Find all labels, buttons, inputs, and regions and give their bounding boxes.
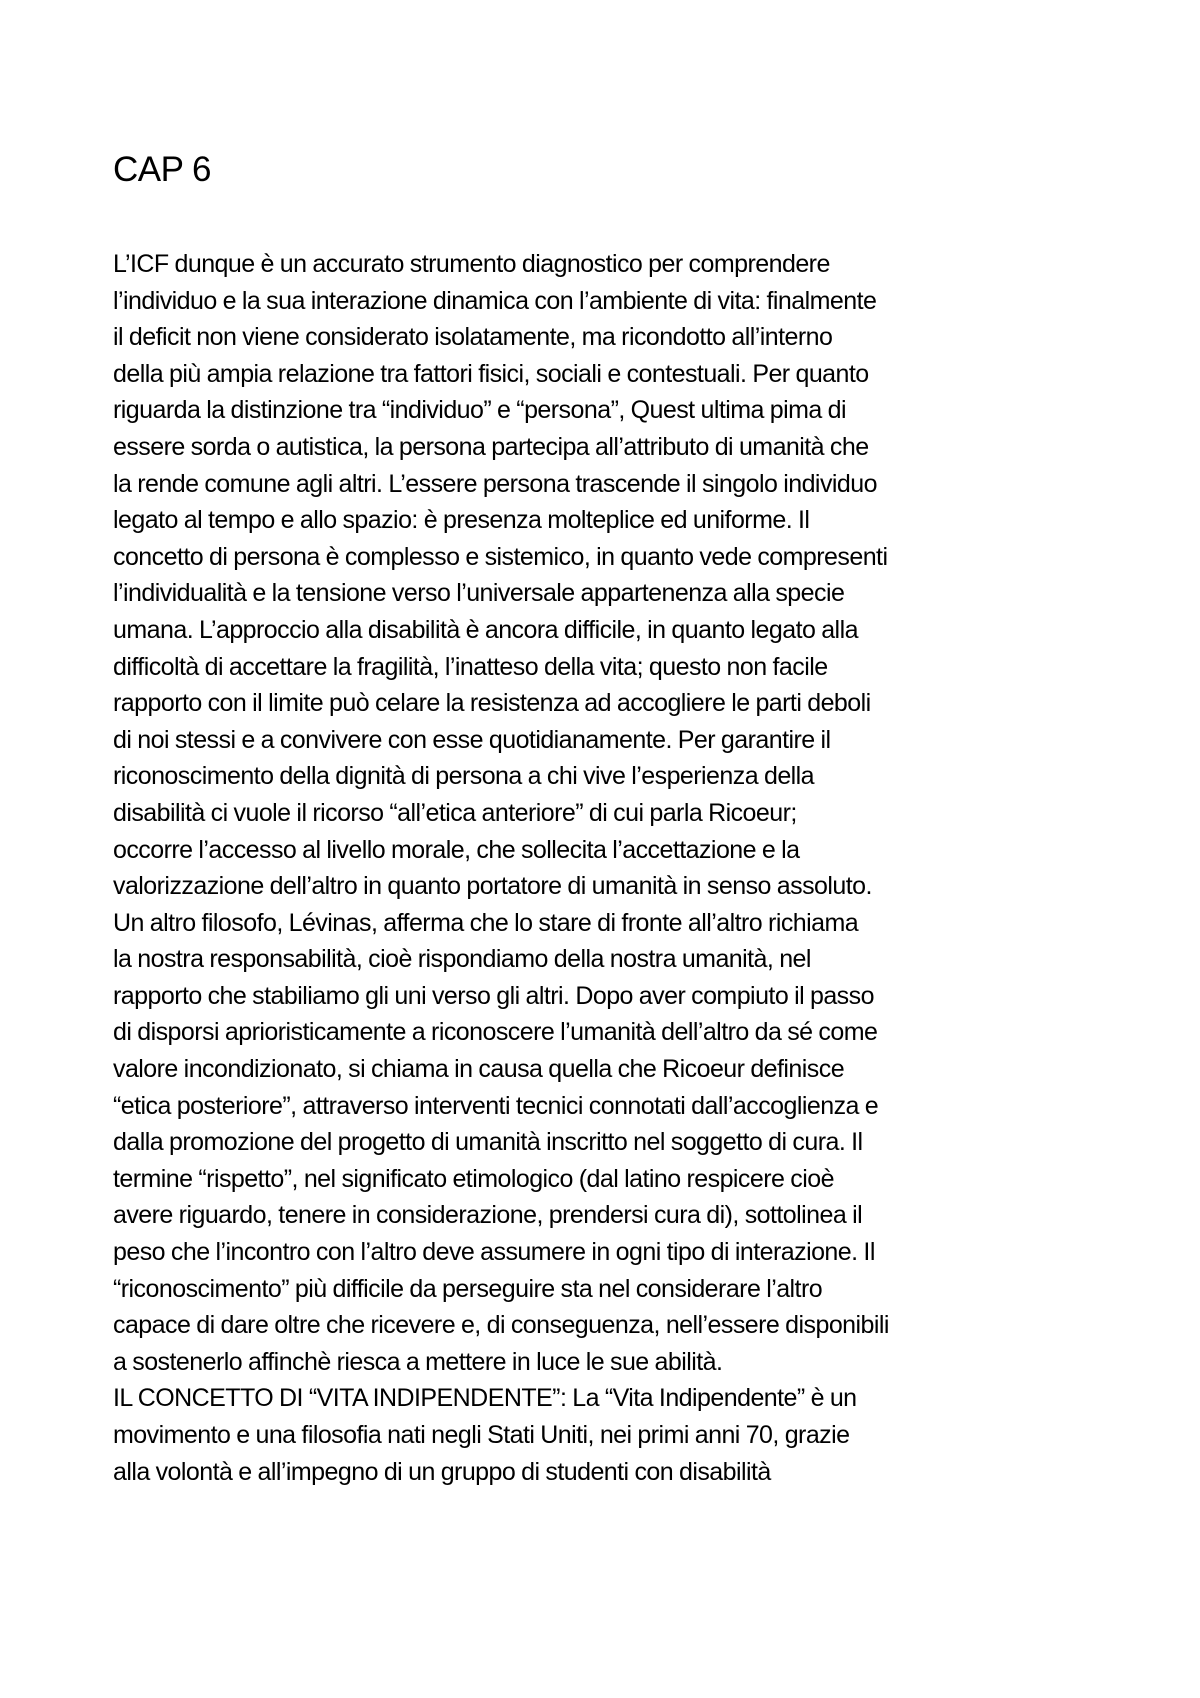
- text-line: a sostenerlo affinchè riesca a mettere in luce le sue abilità.: [113, 1347, 723, 1376]
- text-line: legato al tempo e allo spazio: è presenza molteplice ed uniforme. Il: [113, 506, 810, 535]
- text-line: peso che l’incontro con l’altro deve assumere in ogni tipo di interazione. Il: [113, 1238, 875, 1267]
- text-line: avere riguardo, tenere in considerazione, prendersi cura di), sottolinea il: [113, 1201, 863, 1230]
- text-line: movimento e una filosofia nati negli Stati Uniti, nei primi anni 70, grazie: [113, 1421, 850, 1449]
- text-line: l’individuo e la sua interazione dinamica con l’ambiente di vita: finalmente: [113, 286, 877, 315]
- text-line: riguarda la distinzione tra “individuo” e “persona”, Quest ultima pima di: [113, 396, 847, 425]
- section-heading-line: IL CONCETTO DI “VITA INDIPENDENTE”: La “Vita Indipendente” è un: [113, 1384, 857, 1413]
- text-line: umana. L’approccio alla disabilità è ancora difficile, in quanto legato alla: [113, 615, 858, 644]
- text-line: rapporto che stabiliamo gli uni verso gli altri. Dopo aver compiuto il passo: [113, 981, 874, 1010]
- text-line: la rende comune agli altri. L’essere persona trascende il singolo individuo: [113, 469, 877, 498]
- text-line: della più ampia relazione tra fattori fisici, sociali e contestuali. Per quanto: [113, 359, 869, 388]
- text-line: riconoscimento della dignità di persona a chi vive l’esperienza della: [113, 762, 815, 791]
- text-line: essere sorda o autistica, la persona partecipa all’attributo di umanità che: [113, 432, 869, 461]
- text-line: di disporsi aprioristicamente a riconoscere l’umanità dell’altro da sé come: [113, 1018, 878, 1047]
- body-text: [113, 246, 1113, 1490]
- text-line: “etica posteriore”, attraverso interventi tecnici connotati dall’accoglienza e: [113, 1091, 879, 1120]
- text-line: difficoltà di accettare la fragilità, l’inatteso della vita; questo non facile: [113, 652, 828, 681]
- text-line: valorizzazione dell’altro in quanto portatore di umanità in senso assoluto.: [113, 872, 872, 901]
- text-line: Un altro filosofo, Lévinas, afferma che lo stare di fronte all’altro richiama: [113, 908, 859, 937]
- text-line: l’individualità e la tensione verso l’universale appartenenza alla specie: [113, 579, 845, 608]
- text-line: capace di dare oltre che ricevere e, di conseguenza, nell’essere disponibili: [113, 1311, 889, 1340]
- text-line: alla volontà e all’impegno di un gruppo di studenti con disabilità: [113, 1457, 771, 1486]
- text-line: dalla promozione del progetto di umanità inscritto nel soggetto di cura. Il: [113, 1128, 863, 1157]
- text-line: L’ICF dunque è un accurato strumento diagnostico per comprendere: [113, 250, 830, 278]
- text-line: la nostra responsabilità, cioè rispondiamo della nostra umanità, nel: [113, 945, 811, 974]
- text-line: il deficit non viene considerato isolatamente, ma ricondotto all’interno: [113, 323, 833, 352]
- text-line: “riconoscimento” più difficile da perseguire sta nel considerare l’altro: [113, 1274, 823, 1303]
- text-line: rapporto con il limite può celare la resistenza ad accogliere le parti deboli: [113, 689, 871, 718]
- text-line: disabilità ci vuole il ricorso “all’etica anteriore” di cui parla Ricoeur;: [113, 798, 797, 827]
- text-line: di noi stessi e a convivere con esse quotidianamente. Per garantire il: [113, 725, 831, 754]
- text-line: termine “rispetto”, nel significato etimologico (dal latino respicere cioè: [113, 1164, 834, 1193]
- text-line: occorre l’accesso al livello morale, che sollecita l’accettazione e la: [113, 835, 800, 864]
- text-line: valore incondizionato, si chiama in causa quella che Ricoeur definisce: [113, 1055, 845, 1084]
- text-line: concetto di persona è complesso e sistemico, in quanto vede compresenti: [113, 542, 888, 571]
- chapter-heading: CAP 6: [113, 150, 212, 189]
